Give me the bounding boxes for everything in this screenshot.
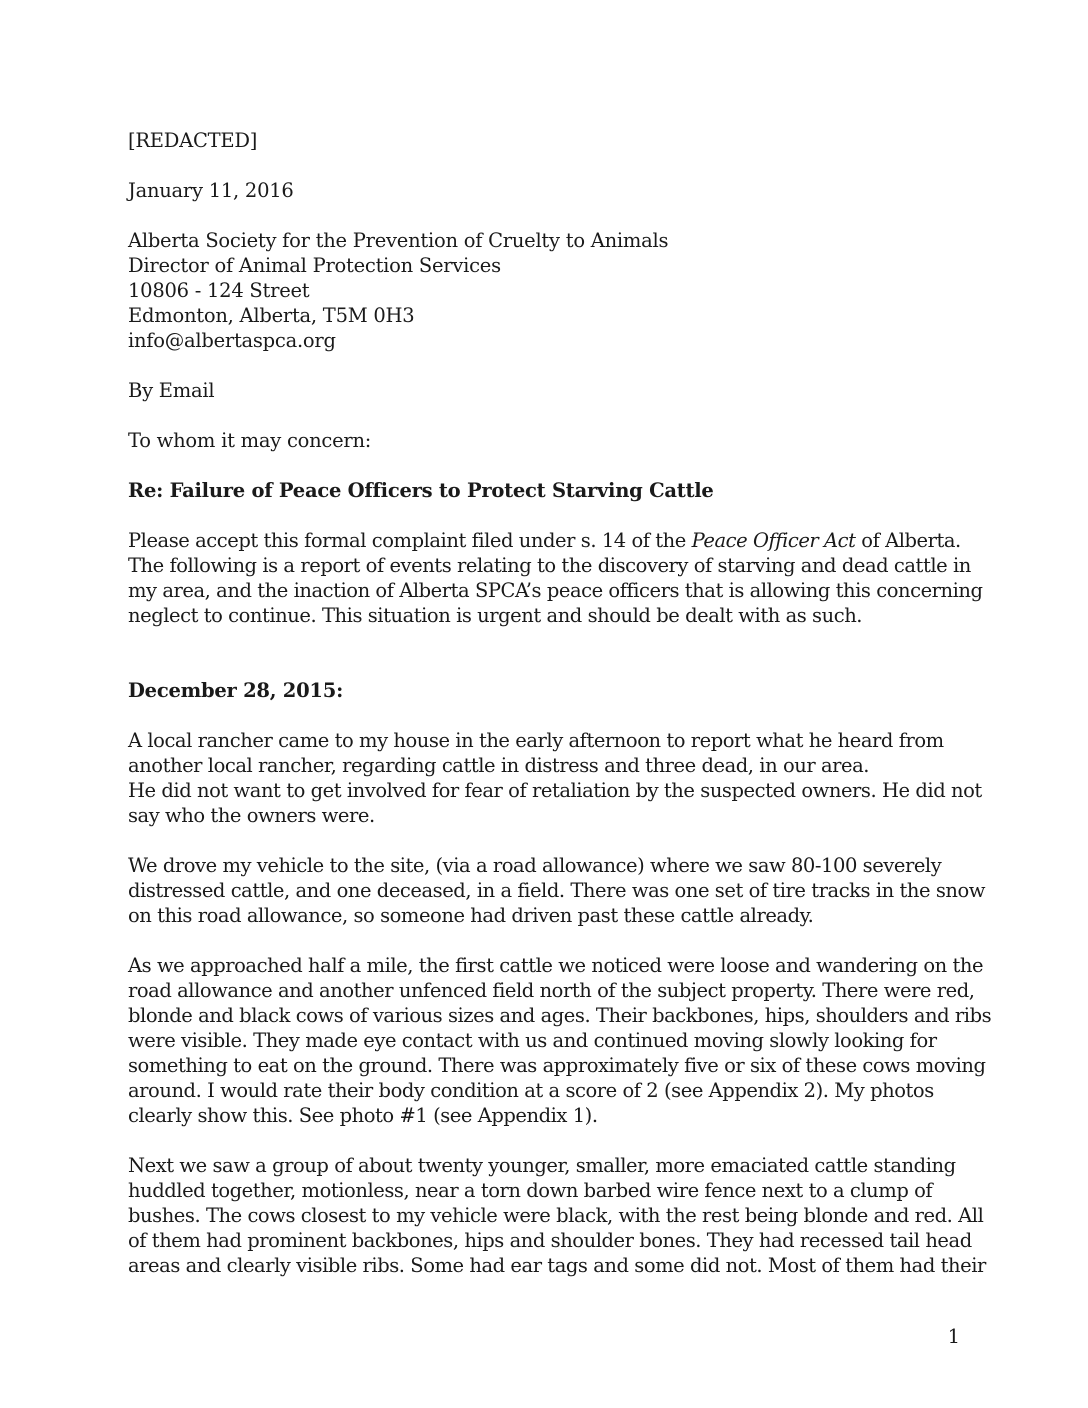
paragraph-line: A local rancher came to my house in the early afternoon to report what he heard from [128, 729, 944, 752]
intro-line: The following is a report of events relating to the discovery of starving and dead cattle in [128, 554, 971, 577]
paragraph-line: around. I would rate their body condition at a score of 2 (see Appendix 2). My photos [128, 1079, 934, 1102]
paragraph-line: areas and clearly visible ribs. Some had ear tags and some did not. Most of them had their [128, 1254, 986, 1277]
paragraph-line: of them had prominent backbones, hips and shoulder bones. They had recessed tail head [128, 1229, 972, 1252]
paragraph-4 [128, 1153, 986, 1278]
paragraph-line: blonde and black cows of various sizes and ages. Their backbones, hips, shoulders and ribs [128, 1004, 992, 1027]
paragraph-line: As we approached half a mile, the first cattle we noticed were loose and wandering on the [128, 954, 984, 977]
salutation: To whom it may concern: [128, 429, 372, 452]
paragraph-line: We drove my vehicle to the site, (via a road allowance) where we saw 80-100 severely [128, 854, 942, 877]
paragraph-2 [128, 853, 986, 928]
paragraph-line: He did not want to get involved for fear of retaliation by the suspected owners. He did not [128, 779, 982, 802]
paragraph-line: another local rancher, regarding cattle in distress and three dead, in our area. [128, 754, 870, 777]
intro-text: Please accept this formal complaint filed under s. 14 of the [128, 529, 692, 552]
paragraph-line: something to eat on the ground. There was approximately five or six of these cows moving [128, 1054, 986, 1077]
paragraph-line: clearly show this. See photo #1 (see Appendix 1). [128, 1104, 598, 1127]
intro-paragraph [128, 528, 983, 628]
intro-text: of Alberta. [855, 529, 961, 552]
page-number: 1 [947, 1325, 960, 1348]
delivery-method: By Email [128, 379, 215, 402]
paragraph-line: were visible. They made eye contact with us and continued moving slowly looking for [128, 1029, 937, 1052]
recipient-line: Alberta Society for the Prevention of Cruelty to Animals [128, 229, 669, 252]
paragraph-line: Next we saw a group of about twenty younger, smaller, more emaciated cattle standing [128, 1154, 956, 1177]
recipient-line: Edmonton, Alberta, T5M 0H3 [128, 304, 415, 327]
paragraph-line: say who the owners were. [128, 804, 375, 827]
recipient-line: Director of Animal Protection Services [128, 254, 501, 277]
paragraph-line: huddled together, motionless, near a torn down barbed wire fence next to a clump of [128, 1179, 933, 1202]
letter-date: January 11, 2016 [128, 179, 294, 202]
paragraph-1 [128, 728, 982, 828]
paragraph-3 [128, 953, 992, 1128]
paragraph-line: bushes. The cows closest to my vehicle were black, with the rest being blonde and red. All [128, 1204, 984, 1227]
paragraph-line: distressed cattle, and one deceased, in a field. There was one set of tire tracks in the snow [128, 879, 986, 902]
intro-line: neglect to continue. This situation is urgent and should be dealt with as such. [128, 604, 863, 627]
subject-line: Re: Failure of Peace Officers to Protect Starving Cattle [128, 479, 714, 502]
section-heading: December 28, 2015: [128, 679, 344, 702]
intro-line-1 [128, 528, 960, 553]
sender-name: [REDACTED] [128, 129, 258, 152]
paragraph-line: road allowance and another unfenced field north of the subject property. There were red, [128, 979, 975, 1002]
recipient-address [128, 228, 960, 353]
letter-page [128, 128, 992, 1278]
act-title: Peace Officer Act [691, 529, 856, 552]
paragraph-line: on this road allowance, so someone had driven past these cattle already. [128, 904, 814, 927]
recipient-email: info@albertaspca.org [128, 329, 336, 352]
intro-line: my area, and the inaction of Alberta SPCA’s peace officers that is allowing this concerning [128, 579, 983, 602]
recipient-line: 10806 - 124 Street [128, 279, 310, 302]
